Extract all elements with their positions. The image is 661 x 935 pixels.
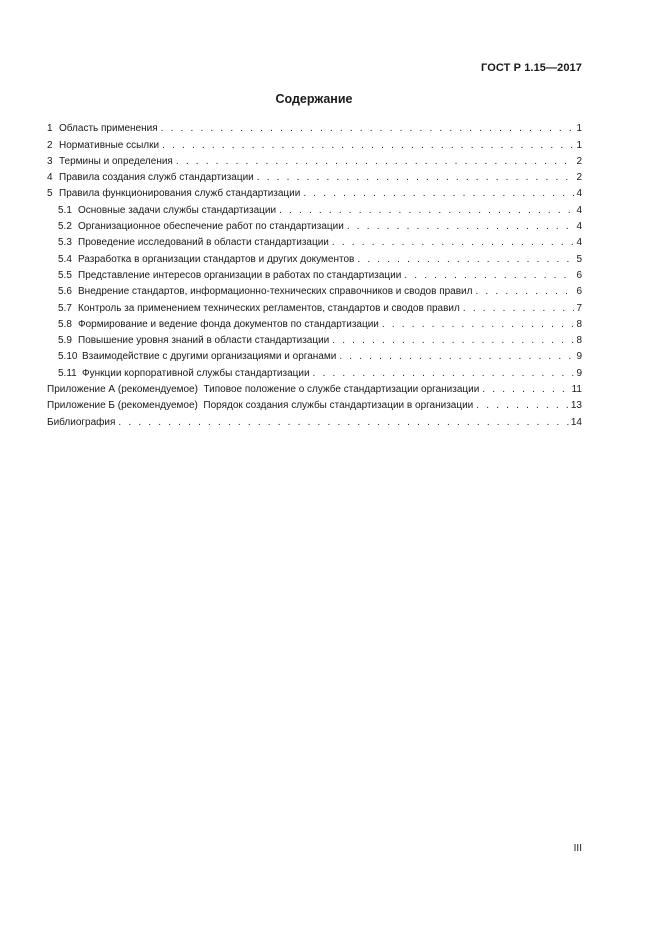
toc-entry[interactable] (47, 200, 582, 216)
toc-entry-page: 1 (576, 123, 582, 135)
toc-entry-title: Повышение уровня знаний в области стандартизации (78, 335, 330, 347)
toc-entry-number: 5.5 (58, 269, 72, 281)
toc-entry[interactable] (47, 168, 582, 184)
dot-leader (303, 187, 574, 200)
toc-entry-page: 6 (576, 269, 582, 281)
toc-entry-number: 5.1 (58, 204, 72, 216)
toc-entry-page: 5 (576, 253, 582, 265)
toc-entry[interactable] (47, 331, 582, 347)
dot-leader (476, 399, 569, 412)
dot-leader (475, 285, 574, 298)
toc-entry-page: 9 (576, 351, 582, 363)
toc-entry-page: 6 (576, 286, 582, 298)
toc-entry-title: Правила функционирования служб стандартизации (59, 188, 301, 200)
dot-leader (162, 139, 574, 152)
toc-entry-page: 8 (576, 335, 582, 347)
dot-leader (347, 220, 574, 233)
dot-leader (339, 350, 574, 363)
toc-entry-title: Область применения (59, 123, 158, 135)
toc-entry-title: Функции корпоративной службы стандартизации (82, 367, 310, 379)
toc-entry-page: 4 (576, 188, 582, 200)
dot-leader (463, 302, 574, 315)
toc-title: Содержание (275, 92, 353, 106)
dot-leader (357, 253, 574, 266)
toc-entry-number: 1 (47, 123, 53, 135)
toc-entry-page: 7 (576, 302, 582, 314)
toc-entry-title: Контроль за применением технических регламентов, стандартов и сводов правил (78, 302, 460, 314)
toc-entry[interactable] (47, 119, 582, 135)
toc-entry-number: 2 (47, 139, 53, 151)
toc-entry-title: Библиография (47, 416, 116, 428)
toc-entry-title: Формирование и ведение фонда документов по стандартизации (78, 318, 379, 330)
toc-entry-number: 3 (47, 155, 53, 167)
toc-entry[interactable] (47, 298, 582, 314)
toc-entry-number: 5.7 (58, 302, 72, 314)
toc-entry-title: Представление интересов организации в работах по стандартизации (78, 269, 402, 281)
toc-entry-number: 5.2 (58, 221, 72, 233)
toc-entry-title: Нормативные ссылки (59, 139, 160, 151)
toc-entry[interactable] (47, 135, 582, 151)
toc-entry-page: 1 (576, 139, 582, 151)
document-code: ГОСТ Р 1.15—2017 (481, 62, 582, 74)
toc-entry-number: 5.11 (58, 367, 77, 379)
toc-entry-number: 5.6 (58, 286, 72, 298)
toc-entry-page: 2 (576, 155, 582, 167)
dot-leader (257, 171, 574, 184)
toc-entry[interactable] (47, 152, 582, 168)
toc-entry-title: Приложение Б (рекомендуемое) Порядок создания службы стандартизации в организации (47, 400, 474, 412)
toc-entry-page: 4 (576, 237, 582, 249)
toc-entry-number: 5.9 (58, 335, 72, 347)
toc-entry-page: 11 (571, 384, 582, 396)
toc-entry-title: Взаимодействие с другими организациями и органами (82, 351, 337, 363)
toc-entry-page: 2 (576, 172, 582, 184)
dot-leader (279, 204, 574, 217)
toc-entry-title: Организационное обеспечение работ по стандартизации (78, 221, 344, 233)
dot-leader (382, 318, 574, 331)
toc-entry-title: Основные задачи службы стандартизации (78, 204, 277, 216)
dot-leader (332, 334, 574, 347)
toc-entry[interactable] (47, 249, 582, 265)
dot-leader (482, 383, 569, 396)
toc-entry[interactable] (47, 266, 582, 282)
toc-entry[interactable] (47, 233, 582, 249)
dot-leader (332, 236, 574, 249)
toc-entry-page: 13 (570, 400, 582, 412)
table-of-contents (47, 119, 582, 429)
toc-entry-title: Проведение исследований в области стандартизации (78, 237, 329, 249)
toc-entry-number: 5 (47, 188, 53, 200)
toc-entry-title: Внедрение стандартов, информационно-технических справочников и сводов правил (78, 286, 473, 298)
toc-entry-number: 5.4 (58, 253, 72, 265)
toc-entry-page: 9 (576, 367, 582, 379)
toc-entry-appendix-a[interactable] (47, 380, 582, 396)
toc-entry-page: 4 (576, 221, 582, 233)
toc-entry-title: Приложение А (рекомендуемое) Типовое положение о службе стандартизации организации (47, 384, 480, 396)
toc-entry[interactable] (47, 315, 582, 331)
page-number: III (573, 843, 582, 854)
toc-entry-title: Термины и определения (59, 155, 173, 167)
toc-entry[interactable] (47, 363, 582, 379)
toc-entry-title: Разработка в организации стандартов и других документов (78, 253, 355, 265)
toc-entry-appendix-b[interactable] (47, 396, 582, 412)
dot-leader (313, 367, 574, 380)
toc-entry[interactable] (47, 217, 582, 233)
toc-entry-page: 14 (570, 416, 582, 428)
toc-entry-title: Правила создания служб стандартизации (59, 172, 254, 184)
toc-entry-page: 8 (576, 318, 582, 330)
toc-entry-bibliography[interactable] (47, 412, 582, 428)
toc-entry-number: 5.3 (58, 237, 72, 249)
dot-leader (118, 416, 568, 429)
toc-entry[interactable] (47, 282, 582, 298)
toc-entry[interactable] (47, 347, 582, 363)
dot-leader (404, 269, 574, 282)
toc-entry-number: 4 (47, 172, 53, 184)
toc-entry[interactable] (47, 184, 582, 200)
dot-leader (161, 122, 574, 135)
toc-entry-page: 4 (576, 204, 582, 216)
toc-entry-number: 5.8 (58, 318, 72, 330)
toc-entry-number: 5.10 (58, 351, 78, 363)
dot-leader (176, 155, 574, 168)
